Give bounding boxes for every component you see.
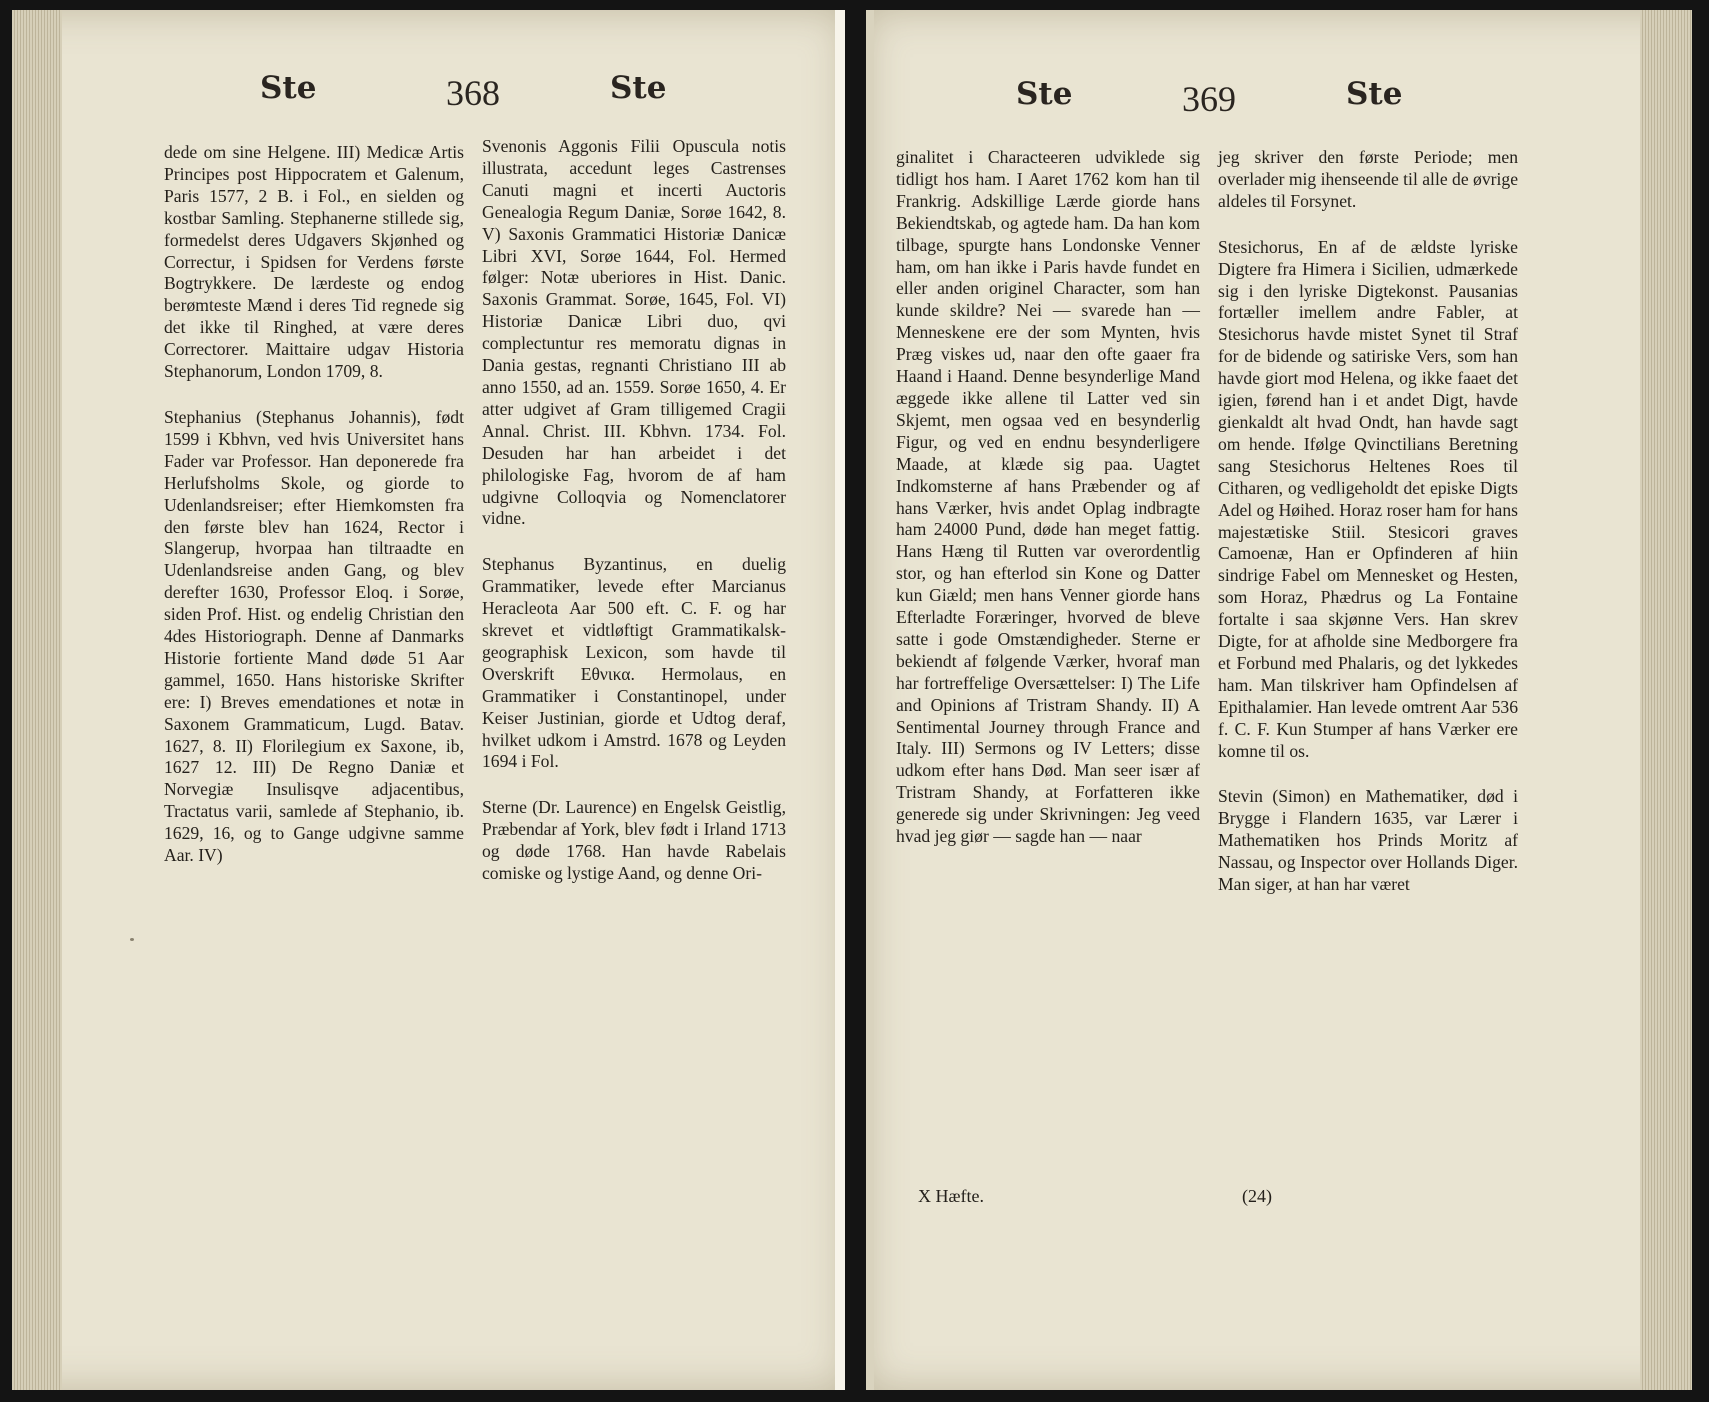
entry-stephanius: Stephanius (Stephanus Johannis), født 1599 i Kbhvn, ved hvis Universitet hans Fader var Professor. Han deponerede fra Herlufsholms Skole, og giorde to Udenlandsreiser; efter Hiemkomsten fra den første blev han 1624, Rector i Slangerup, hvorpaa han tiltraadte en Udenlandsreise anden Gang, og blev derefter 1630, Professor Eloq. i Sorøe, siden Prof. Hist. og endelig Christian den 4des Historiograph. Denne af Danmarks Historie fortiente Mand døde 51 Aar gammel, 1650. Hans historiske Skrifter ere: I) Breves emendationes et notæ in Saxonem Grammaticum, Lugd. Batav. 1627, 8. II) Florilegium ex Saxone, ib, 1627 12. III) De Regno Daniæ et Norvegiæ Insulisqve adjacentibus, Tractatus varii, samlede af Stephanio, ib. 1629, 16, og to Gange udgivne samme Aar. IV) — [164, 406, 464, 866]
paragraph: dede om sine Helgene. III) Medicæ Artis Principes post Hippocratem et Galenum, Paris 1577, 2 B. i Fol., en sielden og kostbar Samling. Stephanerne stillede sig, formedelst deres Udgavers Skjønhed og Correctur, i Spidsen for Verdens første Bogtrykkere. De lærdeste og endog berømteste Mænd i deres Tid regnede sig det ikke til Ringhed, at være deres Correctorer. Maittaire udgav Historia Stephanorum, London 1709, 8. — [164, 142, 464, 382]
left-page — [12, 10, 845, 1390]
right-column-1 — [896, 147, 1200, 848]
left-column-2 — [482, 136, 786, 885]
right-running-head-left: Ste — [1016, 76, 1073, 112]
right-page-number: 369 — [1182, 79, 1236, 119]
left-gutter — [835, 10, 845, 1390]
right-gutter — [866, 10, 874, 1390]
sheet-number: (24) — [1242, 1186, 1272, 1206]
entry-stephanus-byzantinus: Stephanus Byzantinus, en duelig Grammatiker, levede efter Marcianus Heracleota Aar 500 eft. C. F. og har skrevet et vidtløftigt Grammatikalsk-geographisk Lexicon, som havde til Overskrift Εθνικα. Hermolaus, en Grammatiker i Constantinopel, under Keiser Justinian, giorde et Udtog deraf, hvilket udkom i Amstrd. 1678 og Leyden 1694 i Fol. — [482, 554, 786, 772]
paper-fleck — [130, 938, 134, 941]
right-running-head-right: Ste — [1346, 76, 1403, 112]
signature-mark: X Hæfte. — [918, 1186, 984, 1206]
left-column-1 — [164, 142, 464, 867]
right-column-2 — [1218, 147, 1518, 896]
entry-sterne: Sterne (Dr. Laurence) en Engelsk Geistlig, Præbendar af York, blev født i Irland 1713 og døde 1768. Han havde Rabelais comiske og lystige Aand, og denne Ori- — [482, 797, 786, 884]
entry-stevin: Stevin (Simon) en Mathematiker, død i Brygge i Flandern 1635, var Lærer i Mathematiken hos Prinds Moritz af Nassau, og Inspector over Hollands Diger. Man siger, at han har været — [1218, 786, 1518, 895]
entry-stesichorus: Stesichorus, En af de ældste lyriske Digtere fra Himera i Sicilien, udmærkede sig i den lyriske Digtekonst. Pausanias fortæller imellem andre Fabler, at Stesichorus havde mistet Synet til Straf for de bidende og satiriske Vers, som han havde giort mod Helena, og ikke faaet det igien, førend han i et andet Digt, havde gienkaldt alt hvad Ondt, han havde sagt om hende. Ifølge Qvinctilians Beretning sang Stesichorus Heltenes Roes til Citharen, og vedligeholdt det episke Digts Adel og Høihed. Horaz roser ham for hans majestætiske Stiil. Stesicori graves Camoenæ, Han er Opfinderen af hiin sindrige Fabel om Mennesket og Hesten, som Horaz, Phædrus og La Fontaine fortalte i saa skjønne Vers. Han skrev Digte, for at afholde sine Medborgere fra et Forbund med Phalaris, og det lykkedes ham. Man tilskriver ham Opfindelsen af Epithalamier. Han levede omtrent Aar 536 f. C. F. Kun Stumper af hans Værker ere komne til os. — [1218, 236, 1518, 761]
right-page-edge — [1640, 10, 1692, 1390]
entry-sterne-continued: ginalitet i Characteeren udviklede sig tidligt hos ham. I Aaret 1762 kom han til Frankrig. Adskillige Lærde giorde hans Bekiendtskab, og agtede ham. Da han kom tilbage, spurgte hans Londonske Venner ham, om han ikke i Paris havde fundet en eller anden originel Character, som han kunde skildre? Nei — svarede han — Menneskene ere der som Mynten, hvis Præg viskes ud, naar den ofte gaaer fra Haand i Haand. Denne besynderlige Mand æggede ikke allene til Latter ved sin Skjemt, men ogsaa ved en besynderlig Figur, og ved en endnu besynderligere Maade, at klæde sig paa. Uagtet Indkomsterne af hans Præbender og af hans Værker, hvis andet Oplag indbragte ham 24000 Pund, døde han meget fattig. Hans Hæng til Rutten var overordentlig stor, og han efterlod sin Kone og Datter kun Giæld; men hans Venner giorde hans Efterladte Foræringer, hvorved de bleve satte i gode Omstændigheder. Sterne er bekiendt af følgende Værker, hvoraf man har fortreffelige Oversættelser: I) The Life and Opinions af Tristram Shandy. II) A Sentimental Journey through France and Italy. III) Sermons og IV Letters; disse udkom efter hans Død. Man seer især af Tristram Shandy, at Forfatteren ikke generede sig under Skrivningen: Jeg veed hvad jeg giør — sagde han — naar — [896, 147, 1200, 847]
left-page-number: 368 — [446, 73, 500, 113]
left-running-head-right: Ste — [610, 70, 667, 106]
paragraph: jeg skriver den første Periode; men overlader mig ihenseende til alle de øvrige aldeles til Forsynet. — [1218, 147, 1518, 211]
left-running-head-left: Ste — [260, 70, 317, 106]
left-page-edge — [12, 10, 62, 1390]
right-page — [866, 10, 1692, 1390]
paragraph: Svenonis Aggonis Filii Opuscula notis illustrata, accedunt leges Castrenses Canuti magni et incerti Auctoris Genealogia Regum Daniæ, Sorøe 1642, 8. V) Saxonis Grammatici Historiæ Danicæ Libri XVI, Sorøe 1644, Fol. Hermed følger: Notæ uberiores in Hist. Danic. Saxonis Grammat. Sorøe, 1645, Fol. VI) Historiæ Danicæ Libri duo, qvi complectuntur res memoratu dignas in Dania gestas, regnanti Christiano III ab anno 1550, ad an. 1559. Sorøe 1650, 4. Er atter udgivet af Gram tilligemed Cragii Annal. Christ. III. Kbhvn. 1734. Fol. Desuden har han arbeidet i det philologiske Fag, hvorom de af ham udgivne Colloqvia og Nomenclatorer vidne. — [482, 136, 786, 529]
